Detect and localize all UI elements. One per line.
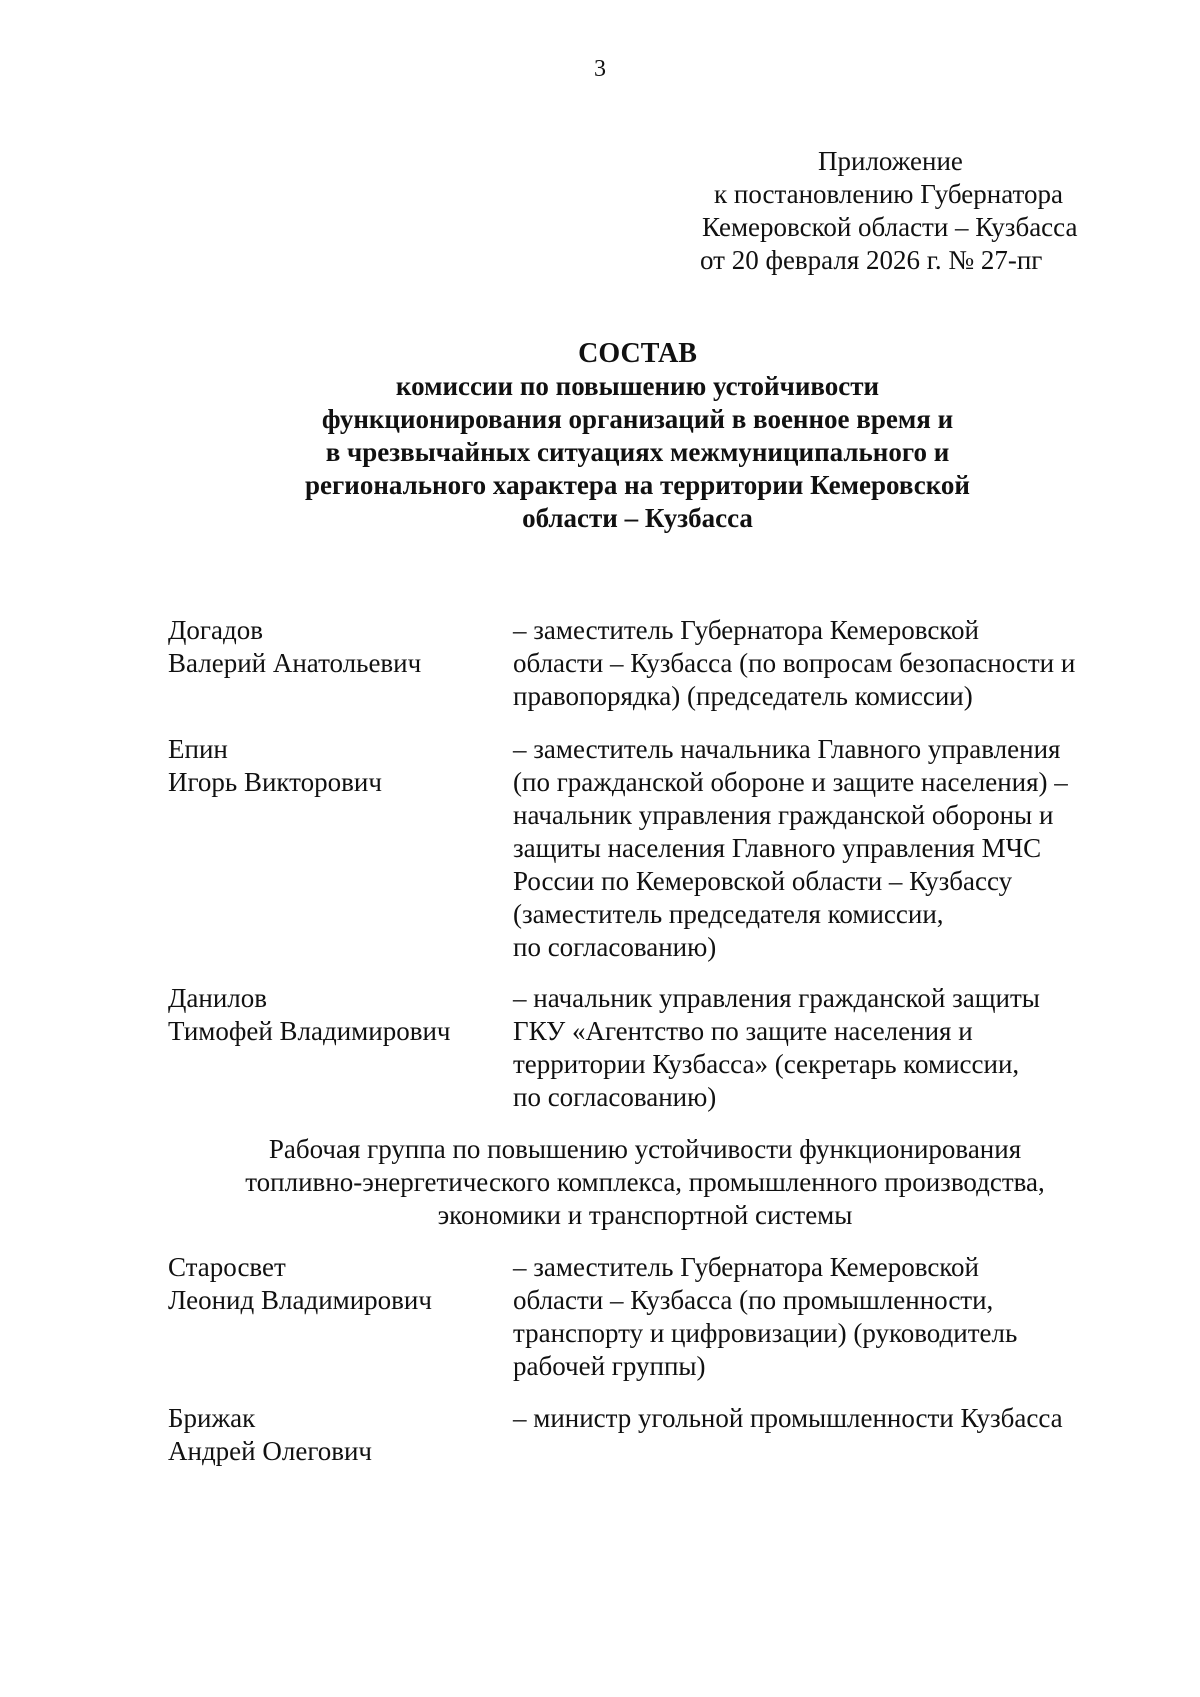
working-group-member [168,1402,1128,1468]
working-group-title [0,1133,1200,1232]
title-line: области – Кузбасса [522,503,753,533]
group-title-line: Рабочая группа по повышению устойчивости функционирования [268,1134,1022,1164]
role-line: – заместитель начальника Главного управления [513,734,1061,764]
commission-member [168,982,1128,1114]
role-line: (по гражданской обороне и защите населения) – [513,767,1068,797]
commission-member [168,733,1128,964]
member-name [168,1402,513,1468]
role-line: по согласованию) [513,1082,717,1112]
title-line: комиссии по повышению устойчивости [395,371,880,401]
member-role [513,982,1128,1114]
commission-member [168,614,1128,713]
title-line: регионального характера на территории Кемеровской [305,470,970,500]
document-title [0,337,1200,535]
appendix-line: к постановлению Губернатора [714,179,1063,209]
member-given-names: Игорь Викторович [168,767,382,797]
member-role [513,1402,1128,1468]
appendix-line: Кемеровской области – Кузбасса [702,212,1078,242]
group-title-line: экономики и транспортной системы [437,1200,853,1230]
member-name [168,733,513,964]
role-line: области – Кузбасса (по промышленности, [513,1285,994,1315]
title-line: в чрезвычайных ситуациях межмуниципального и [325,437,950,467]
member-role [513,614,1128,713]
member-role [513,1251,1128,1383]
member-surname: Догадов [168,615,263,645]
role-line: (заместитель председателя комиссии, [513,899,944,929]
member-given-names: Валерий Анатольевич [168,648,422,678]
role-line: – заместитель Губернатора Кемеровской [513,615,980,645]
member-name [168,982,513,1114]
member-name [168,614,513,713]
role-line: – заместитель Губернатора Кемеровской [513,1252,980,1282]
working-group-member [168,1251,1128,1383]
role-line: по согласованию) [513,932,717,962]
page-number: 3 [594,56,606,82]
role-line: начальник управления гражданской обороны и [513,800,1054,830]
member-given-names: Леонид Владимирович [168,1285,432,1315]
role-line: рабочей группы) [513,1351,706,1381]
role-line: – министр угольной промышленности Кузбасса [513,1403,1063,1433]
member-role [513,733,1128,964]
member-surname: Данилов [168,983,268,1013]
title-line: функционирования организаций в военное время и [321,404,954,434]
appendix-line: от 20 февраля 2026 г. № 27-пг [700,245,1043,275]
title-main: СОСТАВ [578,338,697,369]
appendix-header [700,145,1130,277]
role-line: защиты населения Главного управления МЧС [513,833,1042,863]
group-title-line: топливно-энергетического комплекса, промышленного производства, [245,1167,1045,1197]
member-surname: Старосвет [168,1252,286,1282]
role-line: ГКУ «Агентство по защите населения и [513,1016,973,1046]
role-line: области – Кузбасса (по вопросам безопасности и [513,648,1076,678]
member-surname: Епин [168,734,228,764]
role-line: транспорту и цифровизации) (руководитель [513,1318,1018,1348]
role-line: – начальник управления гражданской защиты [513,983,1040,1013]
role-line: России по Кемеровской области – Кузбассу [513,866,1013,896]
appendix-line: Приложение [818,146,963,176]
role-line: правопорядка) (председатель комиссии) [513,681,973,711]
member-given-names: Тимофей Владимирович [168,1016,451,1046]
member-surname: Брижак [168,1403,256,1433]
member-name [168,1251,513,1383]
member-given-names: Андрей Олегович [168,1436,373,1466]
role-line: территории Кузбасса» (секретарь комиссии, [513,1049,1020,1079]
